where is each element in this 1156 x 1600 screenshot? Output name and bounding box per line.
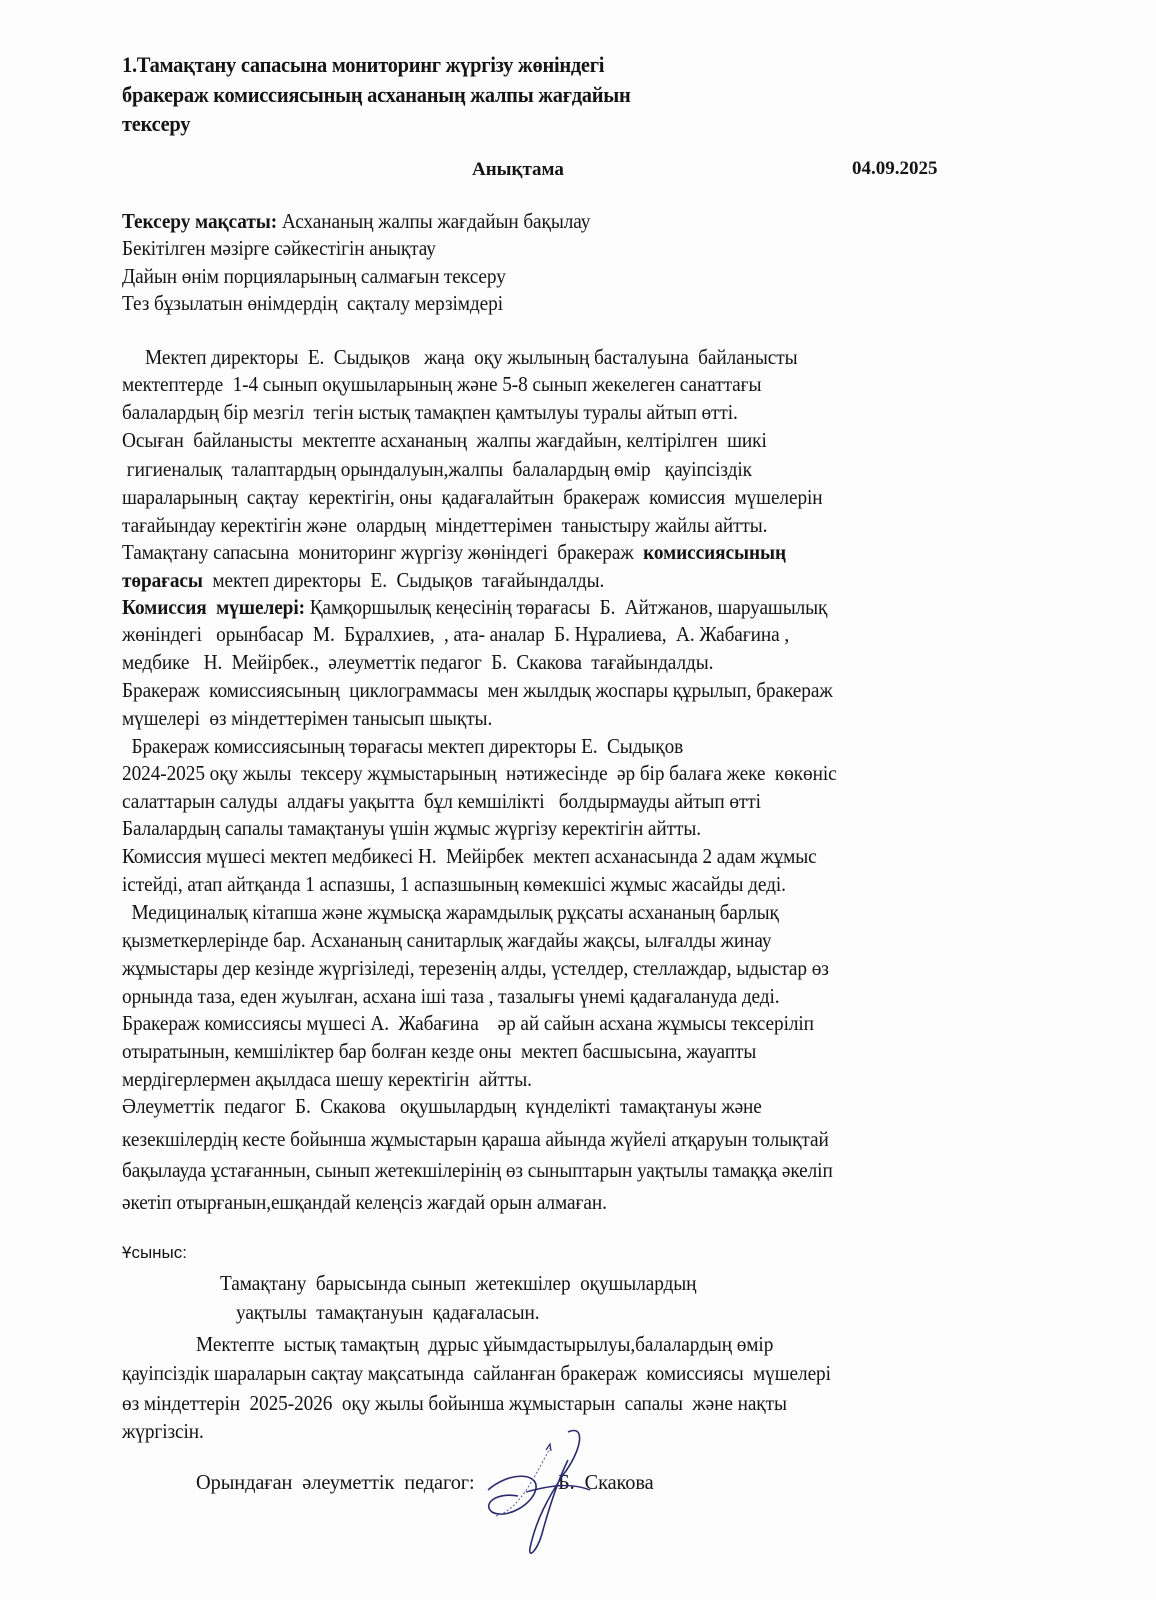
body-line: шараларының сақтау керектігін, оны қадағалайтын бракераж комиссия мүшелерін bbox=[122, 485, 823, 509]
document-title-line-3: тексеру bbox=[122, 111, 191, 136]
body-line bbox=[122, 597, 827, 618]
body-line: Балалардың сапалы тамақтануы үшін жұмыс жүргізу керектігін айтты. bbox=[122, 816, 701, 840]
purpose-item: Дайын өнім порцияларының салмағын тексеру bbox=[122, 264, 506, 288]
body-line: Бракераж комиссиясының циклограммасы мен жылдық жоспары құрылып, бракераж bbox=[122, 678, 833, 702]
body-line: Мектеп директоры Е. Сыдықов жаңа оқу жылының басталуына байланысты bbox=[145, 345, 798, 369]
body-line: мектептерде 1-4 сынып оқушыларының және 5-8 сынып жекелеген санаттағы bbox=[122, 372, 762, 396]
recommendation-line: жүргізсін. bbox=[122, 1419, 204, 1443]
body-text: Қамқоршылық кеңесінің төрағасы Б. Айтжанов, шаруашылық bbox=[304, 595, 828, 619]
body-line: Комиссия мүшесі мектеп медбикесі Н. Мейірбек мектеп асханасында 2 адам жұмыс bbox=[122, 844, 817, 868]
body-text: мектеп директоры Е. Сыдықов тағайындалды. bbox=[202, 568, 605, 592]
body-bold-text: төрағасы bbox=[122, 568, 203, 592]
body-line: бақылауда ұстағаннын, сынып жетекшілерінің өз сыныптарын уақтылы тамаққа әкеліп bbox=[122, 1158, 833, 1182]
handwritten-signature-icon bbox=[478, 1420, 618, 1570]
document-type-heading: Анықтама bbox=[472, 159, 564, 180]
document-title-line-2: бракераж комиссиясының асхананың жалпы жағдайын bbox=[122, 82, 631, 107]
body-line: отыратынын, кемшіліктер бар болған кезде оны мектеп басшысына, жауапты bbox=[122, 1039, 757, 1063]
body-line: қызметкерлерінде бар. Асхананың санитарлық жағдайы жақсы, ылғалды жинау bbox=[122, 928, 772, 952]
body-line: жөніндегі орынбасар М. Бұралхиев, , ата- аналар Б. Нұралиева, А. Жабағина , bbox=[122, 622, 790, 646]
body-line: Осыған байланысты мектепте асхананың жалпы жағдайын, келтірілген шикі bbox=[122, 428, 767, 452]
body-line: мердігерлермен ақылдаса шешу керектігін айтты. bbox=[122, 1067, 532, 1091]
document-date: 04.09.2025 bbox=[852, 158, 938, 179]
body-line: кезекшілердің кесте бойынша жұмыстарын қараша айында жүйелі атқаруын толықтай bbox=[122, 1127, 829, 1151]
recommendation-line: қауіпсіздік шараларын сақтау мақсатында сайланған бракераж комиссиясы мүшелері bbox=[122, 1361, 831, 1385]
purpose-label: Тексеру мақсаты: bbox=[122, 209, 278, 233]
recommendation-line: уақтылы тамақтануын қадағаласын. bbox=[236, 1300, 540, 1324]
recommendation-line: өз міндеттерін 2025-2026 оқу жылы бойынша жұмыстарын сапалы және нақты bbox=[122, 1391, 787, 1415]
recommendation-line: Тамақтану барысында сынып жетекшілер оқушылардың bbox=[220, 1271, 697, 1295]
document-title-line-1: 1.Тамақтану сапасына мониторинг жүргізу жөніндегі bbox=[122, 52, 605, 77]
signature-role: Орындаған әлеуметтік педагог: bbox=[196, 1470, 475, 1494]
body-line: істейді, атап айтқанда 1 аспазшы, 1 аспазшының көмекшісі жұмыс жасайды деді. bbox=[122, 872, 786, 896]
body-line: гигиеналық талаптардың орындалуын,жалпы балалардың өмір қауіпсіздік bbox=[122, 457, 752, 481]
purpose-item: Тез бұзылатын өнімдердің сақталу мерзімдері bbox=[122, 291, 503, 315]
recommendation-line: Мектепте ыстық тамақтың дұрыс ұйымдастырылуы,балалардың өмір bbox=[196, 1332, 774, 1356]
body-line: балалардың бір мезгіл тегін ыстық тамақпен қамтылуы туралы айтып өтті. bbox=[122, 400, 738, 424]
body-line: Бракераж комиссиясының төрағасы мектеп директоры Е. Сыдықов bbox=[122, 734, 684, 758]
body-line: Медициналық кітапша және жұмысқа жарамдылық рұқсаты асхананың барлық bbox=[122, 900, 779, 924]
purpose-item: Бекітілген мәзірге сәйкестігін анықтау bbox=[122, 236, 436, 260]
body-line: Бракераж комиссиясы мүшесі А. Жабағина әр ай сайын асхана жұмысы тексеріліп bbox=[122, 1011, 814, 1035]
body-line: медбике Н. Мейірбек., әлеуметтік педагог Б. Скакова тағайындалды. bbox=[122, 650, 714, 674]
body-line: әкетіп отырғанын,ешқандай келеңсіз жағдай орын алмаған. bbox=[122, 1190, 607, 1214]
body-line: салаттарын салуды алдағы уақытта бұл кемшілікті болдырмауды айтып өтті bbox=[122, 789, 761, 813]
body-line: Әлеуметтік педагог Б. Скакова оқушылардың күнделікті тамақтануы және bbox=[122, 1094, 762, 1118]
commission-members-label: Комиссия мүшелері: bbox=[122, 595, 305, 619]
signature-name: Б. Скакова bbox=[558, 1470, 654, 1494]
body-text: Тамақтану сапасына мониторинг жүргізу жөніндегі бракераж bbox=[122, 540, 644, 564]
body-line bbox=[122, 542, 786, 563]
body-line: жұмыстары дер кезінде жүргізіледі, терезенің алды, үстелдер, стеллаждар, ыдыстар өз bbox=[122, 956, 829, 980]
purpose-first: Асхананың жалпы жағдайын бақылау bbox=[277, 209, 591, 233]
body-line: тағайындау керектігін және олардың міндеттерімен таныстыру жайлы айтты. bbox=[122, 513, 768, 537]
body-line: 2024-2025 оқу жылы тексеру жұмыстарының нәтижесінде әр бір балаға жеке көкөніс bbox=[122, 761, 837, 785]
body-line: мүшелері өз міндеттерімен танысып шықты. bbox=[122, 706, 493, 730]
body-line bbox=[122, 570, 604, 591]
body-line: орнында таза, еден жуылған, асхана іші таза , тазалығы үнемі қадағалануда деді. bbox=[122, 984, 780, 1008]
purpose-line bbox=[122, 211, 590, 232]
recommendation-label: Ұсыныс: bbox=[122, 1243, 188, 1262]
body-bold-text: комиссиясының bbox=[643, 540, 787, 564]
